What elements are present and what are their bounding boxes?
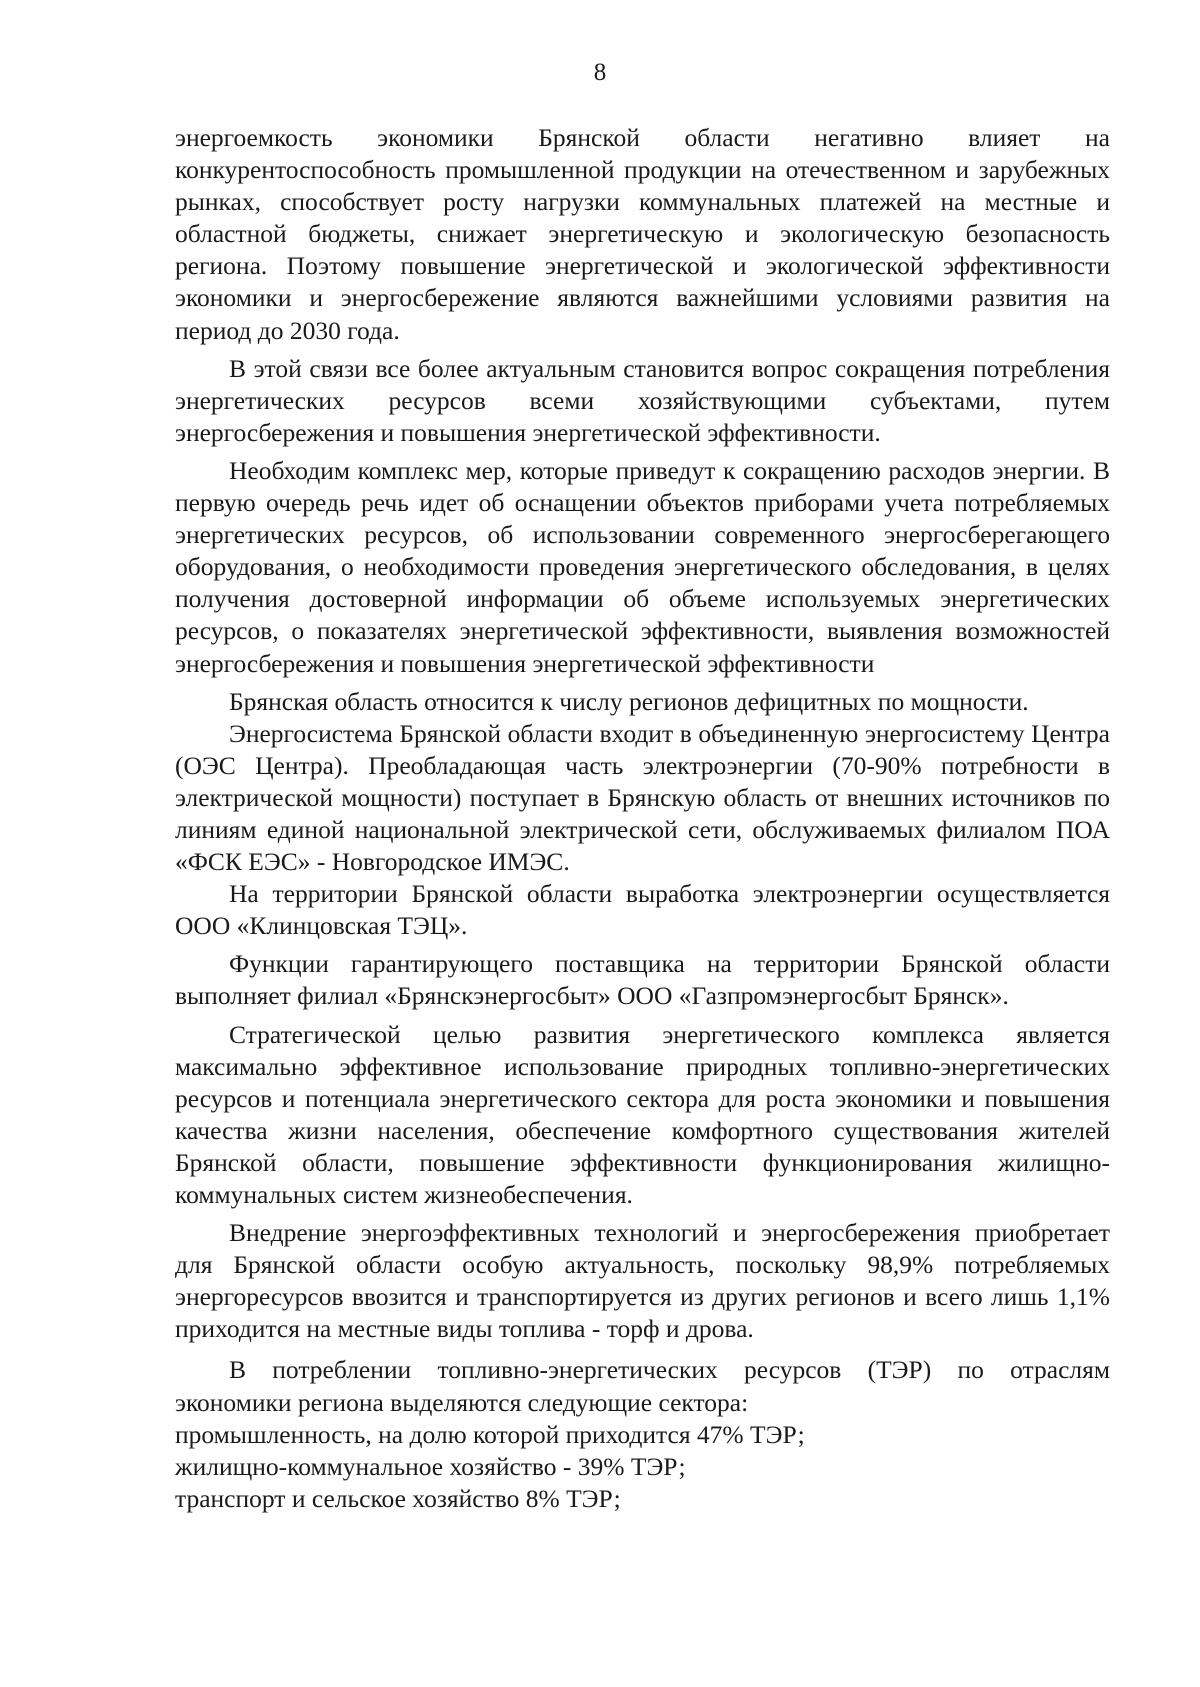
paragraph-klintsy-tec: На территории Брянской области выработка электроэнергии осуществляется ООО «Клинцовская ТЭЦ». — [175, 879, 1110, 941]
paragraph-consumption-sectors: В потреблении топливно-энергетических ресурсов (ТЭР) по отраслям экономики региона выделяются следующие сектора: — [175, 1355, 1110, 1417]
body-text — [175, 122, 1110, 1515]
page-number: 8 — [593, 59, 607, 86]
paragraph-reduction-issue: В этой связи все более актуальным становится вопрос сокращения потребления энергетических ресурсов всеми хозяйствующими субъектами, путем энергосбережения и повышения энергетической эффективности. — [175, 353, 1110, 447]
paragraph-deficit-region: Брянская область относится к числу регионов дефицитных по мощности. — [229, 686, 1029, 716]
paragraph-strategic-goal: Стратегической целью развития энергетического комплекса является максимально эффективное использование природных топливно-энергетических ресурсов и потенциала энергетического сектора для роста экономики и повышения качества жизни населения, обеспечение комфортного существования жителей Брянской области, повышение эффективности функционирования жилищно-коммунальных систем жизнеобеспечения. — [175, 1019, 1110, 1209]
paragraph-energy-system: Энергосистема Брянской области входит в объединенную энергосистему Центра (ОЭС Центра). Преобладающая часть электроэнергии (70-90% потребности в электрической мощности) поступает в Брянскую область от внешних источников по линиям единой национальной электрической сети, обслуживаемых филиалом ПОА «ФСК ЕЭС» - Новгородское ИМЭС. — [175, 718, 1110, 877]
list-item-housing: жилищно-коммунальное хозяйство - 39% ТЭР; — [175, 1451, 686, 1481]
list-item-transport-agriculture: транспорт и сельское хозяйство 8% ТЭР; — [175, 1483, 621, 1513]
paragraph-supplier: Функции гарантирующего поставщика на территории Брянской области выполняет филиал «Брянскэнергосбыт» ООО «Газпромэнергосбыт Брянск». — [175, 949, 1110, 1011]
paragraph-energy-intensity: энергоемкость экономики Брянской области негативно влияет на конкурентоспособность промышленной продукции на отечественном и зарубежных рынках, способствует росту нагрузки коммунальных платежей на местные и областной бюджеты, снижает энергетическую и экологическую безопасность региона. Поэтому повышение энергетической и экологической эффективности экономики и энергосбережение являются важнейшими условиями развития на период до 2030 года. — [175, 123, 1110, 345]
paragraph-measures: Необходим комплекс мер, которые приведут к сокращению расходов энергии. В первую очередь речь идет об оснащении объектов приборами учета потребляемых энергетических ресурсов, об использовании современного энергосберегающего оборудования, о необходимости проведения энергетического обследования, в целях получения достоверной информации об объеме используемых энергетических ресурсов, о показателях энергетической эффективности, выявления возможностей энергосбережения и повышения энергетической эффективности — [175, 455, 1110, 678]
paragraph-energy-efficiency: Внедрение энергоэффективных технологий и энергосбережения приобретает для Брянской области особую актуальность, поскольку 98,9% потребляемых энергоресурсов ввозится и транспортируется из других регионов и всего лишь 1,1% приходится на местные виды топлива - торф и дрова. — [175, 1218, 1110, 1344]
list-item-industry: промышленность, на долю которой приходится 47% ТЭР; — [175, 1419, 805, 1449]
